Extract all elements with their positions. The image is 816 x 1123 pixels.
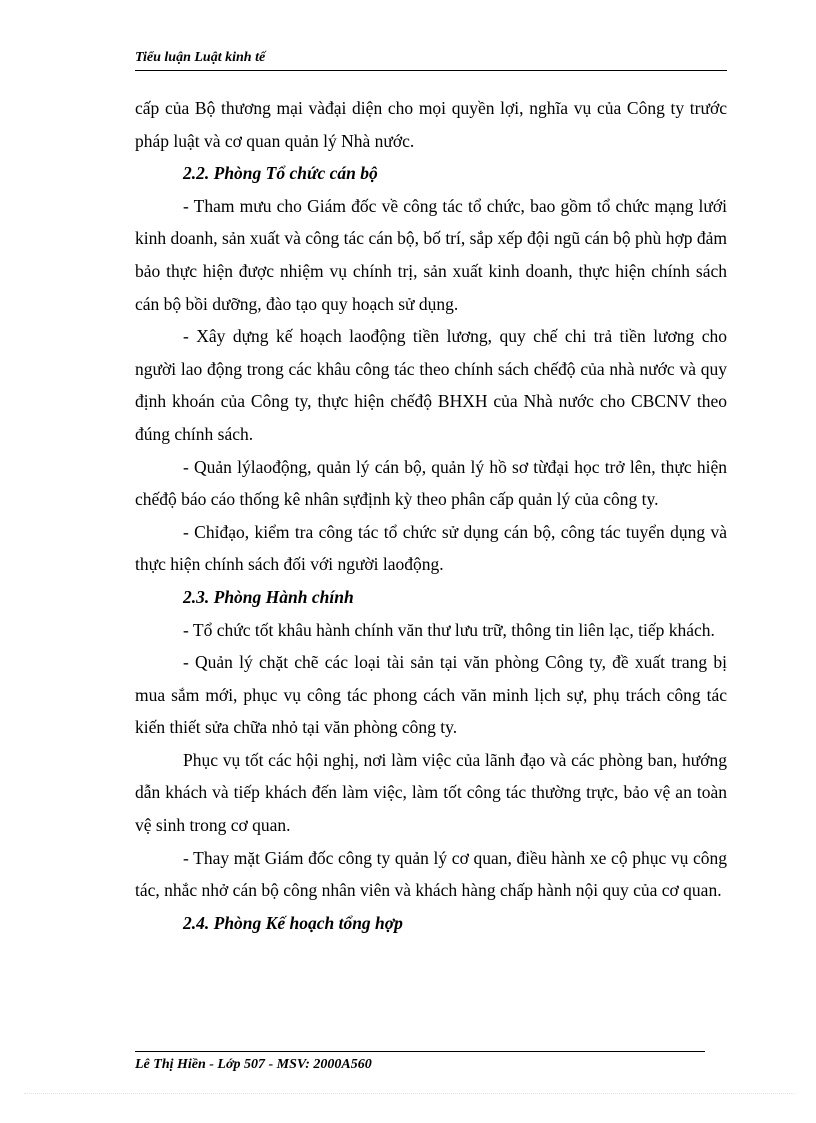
paragraph-continuation: cấp của Bộ thương mại vàđại diện cho mọi quyền lợi, nghĩa vụ của Công ty trước pháp luật và cơ quan quản lý Nhà nước.	[135, 98, 727, 151]
page-footer	[135, 1051, 705, 1074]
section-heading-2-2: 2.2. Phòng Tổ chức cán bộ	[183, 163, 378, 184]
footer-author: Lê Thị Hiền - Lớp 507 - MSV: 2000A560	[135, 1057, 372, 1072]
paragraph: Phục vụ tốt các hội nghị, nơi làm việc của lãnh đạo và các phòng ban, hướng dẫn khách và tiếp khách đến làm việc, làm tốt công tác thường trực, bảo vệ an toàn vệ sinh trong cơ quan.	[135, 749, 727, 836]
header-title: Tiểu luận Luật kinh tế	[135, 50, 266, 65]
paragraph: - Tham mưu cho Giám đốc về công tác tổ chức, bao gồm tổ chức mạng lưới kinh doanh, sản xuất và công tác cán bộ, bố trí, sắp xếp đội ngũ cán bộ phù hợp đảm bảo thực hiện được nhiệm vụ chính trị, sản xuất kinh doanh, thực hiện chính sách cán bộ bồi dưỡng, đào tạo quy hoạch sử dụng.	[135, 195, 727, 314]
paragraph: - Tổ chức tốt khâu hành chính văn thư lưu trữ, thông tin liên lạc, tiếp khách.	[183, 619, 715, 640]
paragraph: - Xây dựng kế hoạch laođộng tiền lương, quy chế chi trả tiền lương cho người lao động trong các khâu công tác theo chính sách chếđộ của nhà nước và quy định khoán của Công ty, thực hiện chếđộ BHXH của Nhà nước cho CBCNV theo đúng chính sách.	[135, 326, 727, 444]
section-heading-2-4: 2.4. Phòng Kế hoạch tổng hợp	[183, 912, 403, 933]
paragraph: - Thay mặt Giám đốc công ty quản lý cơ quan, điều hành xe cộ phục vụ công tác, nhắc nhở cán bộ công nhân viên và khách hàng chấp hành nội quy của cơ quan.	[135, 847, 727, 901]
section-heading-2-3: 2.3. Phòng Hành chính	[183, 586, 354, 607]
paragraph: - Chỉđạo, kiểm tra công tác tổ chức sử dụng cán bộ, công tác tuyển dụng và thực hiện chính sách đối với người laođộng.	[135, 521, 727, 575]
paragraph: - Quản lýlaođộng, quản lý cán bộ, quản lý hồ sơ từđại học trở lên, thực hiện chếđộ báo cáo thống kê nhân sựđịnh kỳ theo phân cấp quản lý của công ty.	[135, 456, 727, 510]
document-body	[135, 92, 727, 939]
paragraph: - Quản lý chặt chẽ các loại tài sản tại văn phòng Công ty, đề xuất trang bị mua sắm mới, phục vụ công tác phong cách văn minh lịch sự, phụ trách công tác kiến thiết sửa chữa nhỏ tại văn phòng công ty.	[135, 652, 727, 738]
page-bottom-edge	[24, 1093, 794, 1094]
page-header	[135, 48, 727, 71]
